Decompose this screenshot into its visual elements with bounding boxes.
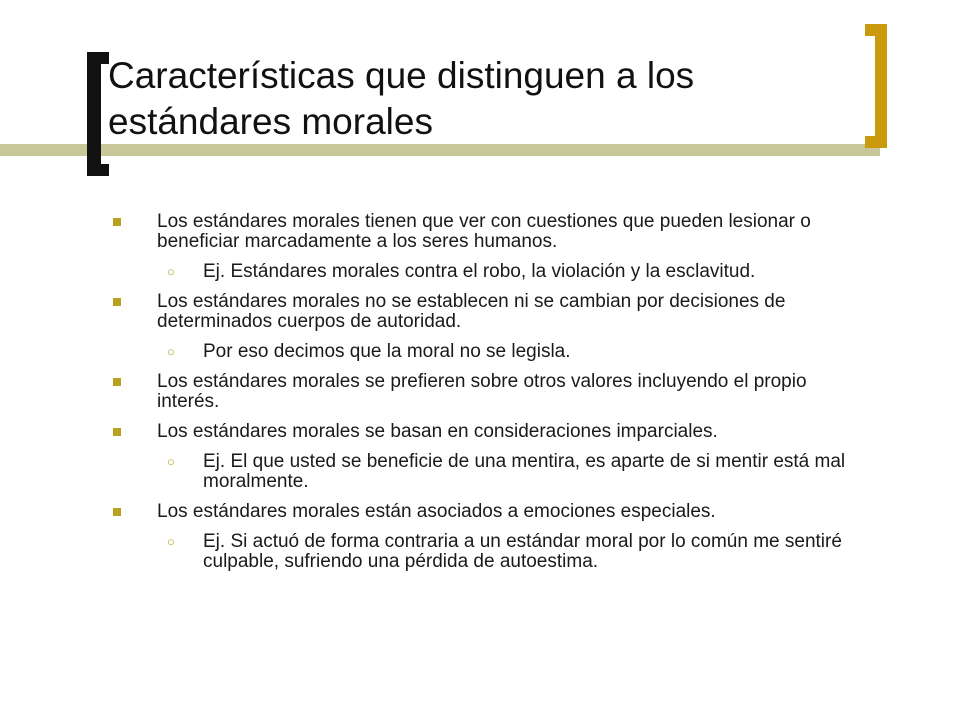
square-bullet-icon [113,428,121,436]
bullet-text: Los estándares morales se basan en consideraciones imparciales. [157,421,718,442]
slide-title: Características que distinguen a los estándares morales [108,55,695,142]
ring-bullet-icon: ○ [167,264,175,279]
sub-bullet-item [107,262,867,282]
bullet-text: Los estándares morales están asociados a emociones especiales. [157,501,716,522]
sub-bullet-text: Ej. Si actuó de forma contraria a un estándar moral por lo común me sentiré culpable, sufriendo una pérdida de autoestima. [203,531,842,572]
sub-bullet-text: Ej. El que usted se beneficie de una mentira, es aparte de si mentir está mal moralmente. [203,451,846,492]
bullet-text: Los estándares morales no se establecen ni se cambian por decisiones de determinados cuerpos de autoridad. [157,291,786,332]
square-bullet-icon [113,508,121,516]
right-bracket-vertical [875,24,887,148]
ring-bullet-icon: ○ [167,454,175,469]
square-bullet-icon [113,218,121,226]
square-bullet-icon [113,298,121,306]
bullet-item [107,212,867,252]
bullet-item [107,372,867,412]
left-bracket-bottom [87,164,109,176]
sub-bullet-item [107,532,867,572]
right-bracket-bottom [865,136,887,148]
bullet-text: Los estándares morales se prefieren sobre otros valores incluyendo el propio interés. [157,371,807,412]
title-underline-bar [0,144,880,156]
bullet-item [107,292,867,332]
sub-bullet-text: Ej. Estándares morales contra el robo, la violación y la esclavitud. [203,261,756,282]
ring-bullet-icon: ○ [167,534,175,549]
sub-bullet-text: Por eso decimos que la moral no se legisla. [203,341,571,362]
left-bracket-top [87,52,109,64]
sub-bullet-item [107,452,867,492]
bullet-item [107,502,867,522]
square-bullet-icon [113,378,121,386]
bullet-text: Los estándares morales tienen que ver con cuestiones que pueden lesionar o beneficiar marcadamente a los seres humanos. [157,211,811,252]
bullet-list [107,212,867,582]
sub-bullet-item [107,342,867,362]
bullet-item [107,422,867,442]
right-bracket-top [865,24,887,36]
left-bracket-vertical [87,52,101,176]
ring-bullet-icon: ○ [167,344,175,359]
